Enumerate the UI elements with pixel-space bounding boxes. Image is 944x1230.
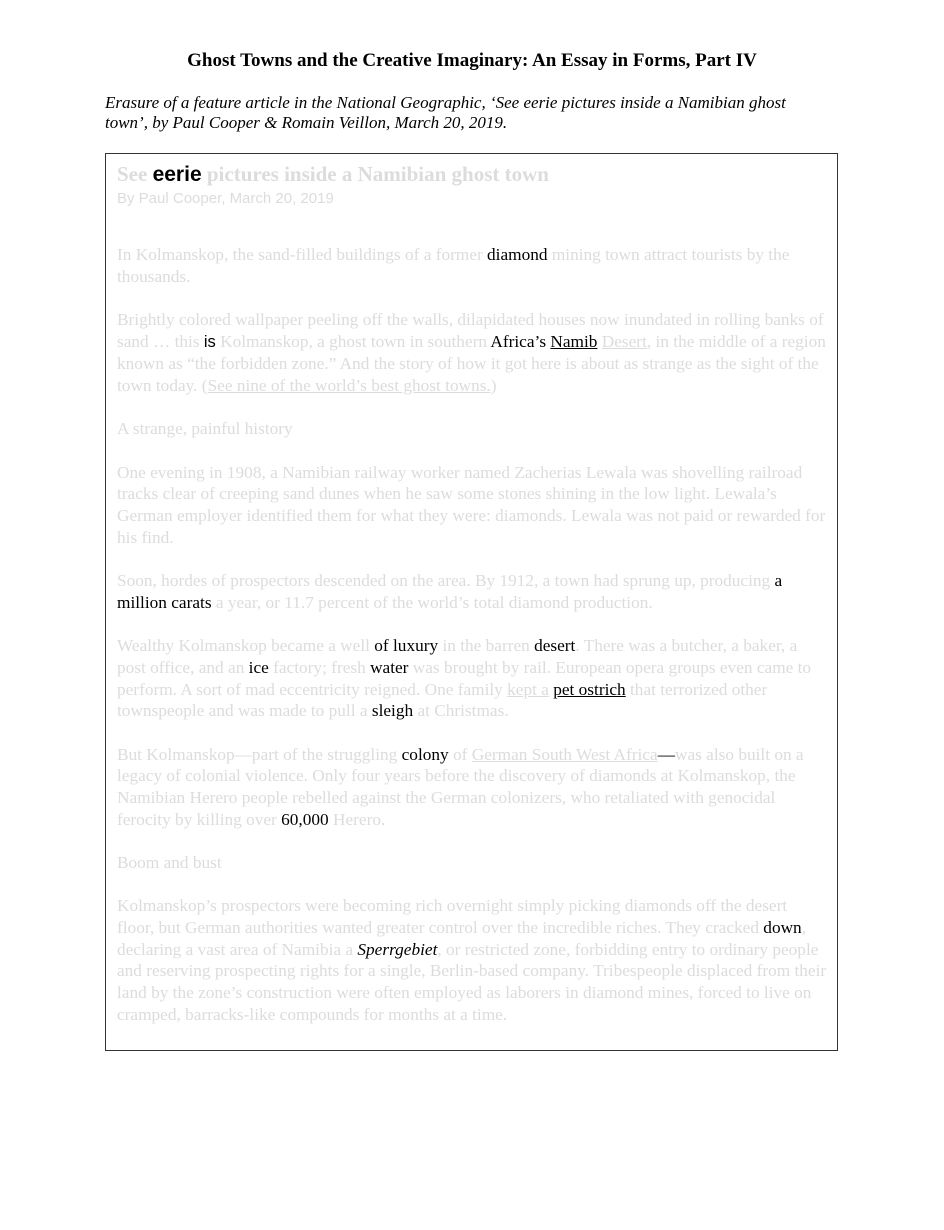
paragraph-1: In Kolmanskop, the sand-filled buildings of a former diamond mining town attract tourists by the thousands. <box>117 245 790 286</box>
kept-word: ice <box>248 657 269 677</box>
kept-word: a million carats <box>117 571 783 612</box>
kept-word: eerie <box>152 163 202 186</box>
kept-word: Africa’s <box>490 331 547 351</box>
kept-word: — <box>657 744 675 764</box>
kept-word: water <box>370 657 409 677</box>
kept-word: 60,000 <box>281 809 329 829</box>
kept-word-link[interactable]: Namib <box>550 331 598 351</box>
section-heading: Boom and bust <box>117 852 222 872</box>
kept-word: Sperrgebiet <box>357 939 438 959</box>
kept-word: colony <box>401 744 449 764</box>
kept-word: down <box>763 917 802 937</box>
kept-word-link[interactable]: pet ostrich <box>553 679 626 699</box>
section-heading: A strange, painful history <box>117 419 293 439</box>
erased-link[interactable]: Desert <box>601 331 647 351</box>
kept-word: desert <box>534 636 576 656</box>
paragraph-5: Wealthy Kolmanskop became a well of luxury in the barren desert. There was a butcher, a baker, a post office, and an ice factory; fresh water was brought by rail. European opera groups even came to perform. A sort of mad eccentricity reigned. One family kept a pet ostrich that terrorized other townspeople and was made to pull a sleigh at Christmas. <box>117 636 812 721</box>
page-title: Ghost Towns and the Creative Imaginary: An Essay in Forms, Part IV <box>187 50 757 71</box>
kept-word: sleigh <box>371 701 414 721</box>
paragraph-4: Soon, hordes of prospectors descended on the area. By 1912, a town had sprung up, producing a million carats a year, or 11.7 percent of the world’s total diamond production. <box>117 571 783 612</box>
page-subtitle: Erasure of a feature article in the National Geographic, ‘See eerie pictures inside a Namibian ghost town’, by Paul Cooper & Romain Veillon, March 20, 2019. <box>105 93 786 132</box>
article-headline: See eerie pictures inside a Namibian ghost town <box>117 162 549 186</box>
paragraph-3: One evening in 1908, a Namibian railway worker named Zacherias Lewala was shovelling railroad tracks clear of creeping sand dunes when he saw some stones shining in the low light. Lewala’s German employer identified them for what they were: diamonds. Lewala was not paid or rewarded for his find. <box>117 462 826 547</box>
kept-word: is <box>203 332 216 351</box>
kept-word: of luxury <box>374 636 439 656</box>
paragraph-6: But Kolmanskop—part of the struggling colony of German South West Africa—was also built on a legacy of colonial violence. Only four years before the discovery of diamonds at Kolmanskop, the Namibian Herero people rebelled against the German colonizers, who retaliated with genocidal ferocity by killing over 60,000 Herero. <box>117 744 804 829</box>
paragraph-2: Brightly colored wallpaper peeling off the walls, dilapidated houses now inundated in rolling banks of sand … this is Kolmanskop, a ghost town in southern Africa’s Namib Desert, in the middle of a region known as “the forbidden zone.” And the story of how it got here is about as strange as the sight of the town today. (See nine of the world’s best ghost towns.) <box>117 310 826 396</box>
erased-link[interactable]: German South West Africa <box>471 744 658 764</box>
article-byline: By Paul Cooper, March 20, 2019 <box>117 190 334 207</box>
erased-link[interactable]: See nine of the world’s best ghost towns. <box>207 376 491 396</box>
erasure-frame <box>105 153 838 1051</box>
kept-word: diamond <box>487 245 548 264</box>
paragraph-7: Kolmanskop’s prospectors were becoming rich overnight simply picking diamonds off the desert floor, but German authorities wanted greater control over the incredible riches. They cracked down, declaring a vast area of Namibia a Sperrgebiet, or restricted zone, forbidding entry to ordinary people and reserving prospecting rights for a single, Berlin-based company. Tribespeople displaced from their land by the zone’s construction were often employed as laborers in diamond mines, forced to live on cramped, barracks-like compounds for months at a time. <box>117 896 827 1024</box>
erased-link[interactable]: kept a <box>507 679 549 699</box>
